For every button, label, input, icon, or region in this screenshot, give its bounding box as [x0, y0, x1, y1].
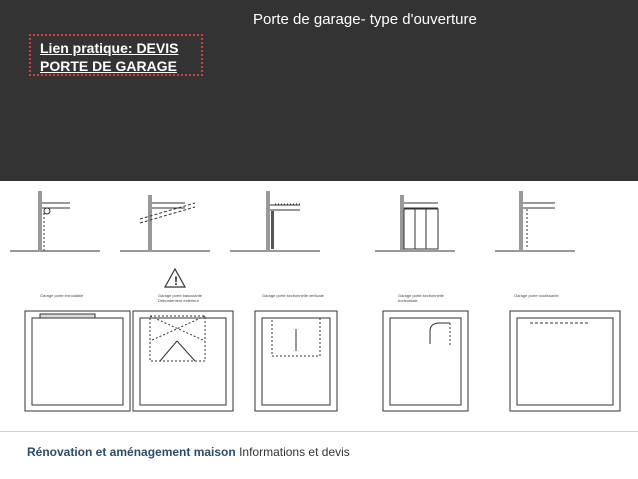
diagram-svg: [0, 181, 638, 431]
section-horizontale: [375, 195, 455, 251]
plan-horizontale: [383, 311, 468, 411]
label-coulissante-line1: Garage porte coulissante: [514, 293, 559, 298]
section-basculante: [120, 195, 210, 251]
warning-mark: !: [174, 274, 178, 288]
section-verticale: [230, 191, 320, 251]
footer-brand: Rénovation et aménagement maison: [27, 445, 236, 459]
footer-divider: [0, 431, 638, 432]
label-horizontale: [398, 293, 444, 303]
label-horizontale-line2: horizontale: [398, 298, 418, 303]
label-verticale: [262, 293, 324, 298]
devis-link-box: [29, 34, 203, 76]
label-basculante: [158, 293, 202, 303]
label-enroulable-line1: Garage porte enroulable: [40, 293, 84, 298]
label-enroulable: [40, 293, 83, 298]
label-horizontale-line1: Garage porte sectionnelle: [398, 293, 444, 298]
label-basculante-line1: Garage porte basculante: [158, 293, 203, 298]
label-coulissante: [514, 293, 559, 298]
slide-title: Porte de garage- type d'ouverture: [253, 11, 477, 28]
label-basculante-line2: Débordement extérieur: [158, 298, 199, 303]
footer: [27, 445, 350, 459]
plan-coulissante: [510, 311, 620, 411]
garage-door-diagram: [0, 181, 638, 431]
plan-basculante: [133, 311, 233, 411]
label-verticale-line1: Garage porte sectionnelle verticale: [262, 293, 324, 298]
section-coulissante: [495, 191, 575, 251]
plan-verticale: [255, 311, 337, 411]
footer-text: Informations et devis: [239, 445, 350, 459]
devis-link-line2[interactable]: PORTE DE GARAGE: [40, 58, 177, 74]
slide-header: [0, 0, 638, 181]
devis-link-line1[interactable]: Lien pratique: DEVIS: [40, 40, 179, 56]
plan-enroulable: [25, 311, 130, 411]
section-enroulable: [10, 191, 100, 251]
